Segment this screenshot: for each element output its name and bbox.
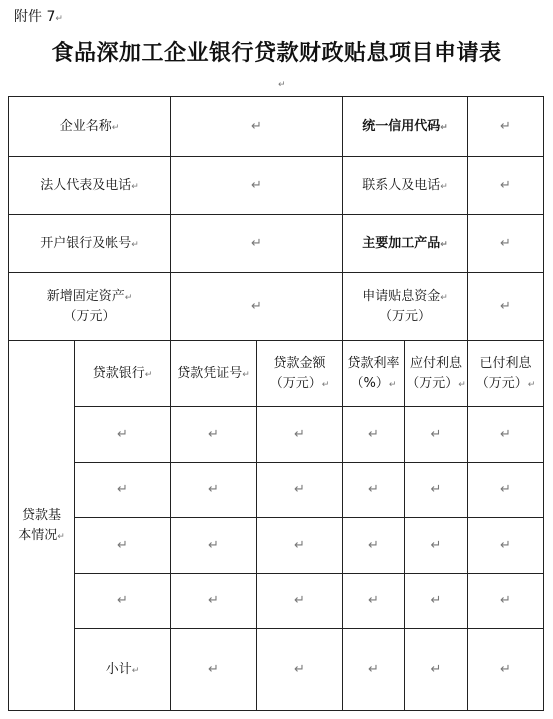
header-loan-amount: 贷款金额 （万元）↵	[257, 341, 343, 407]
loan-cell[interactable]: ↵	[75, 518, 171, 574]
subtotal-cell[interactable]: ↵	[343, 629, 405, 711]
company-name-label: 企业名称↵	[9, 97, 171, 157]
legal-rep-field[interactable]: ↵	[171, 157, 343, 215]
main-products-label: 主要加工产品↵	[343, 215, 468, 273]
loan-cell[interactable]: ↵	[468, 574, 544, 629]
loan-header-row	[9, 341, 544, 407]
loan-cell[interactable]: ↵	[468, 518, 544, 574]
loan-cell[interactable]: ↵	[75, 463, 171, 518]
fixed-assets-label: 新增固定资产↵ （万元）	[9, 273, 171, 341]
loan-cell[interactable]: ↵	[405, 518, 468, 574]
legal-rep-label: 法人代表及电话↵	[9, 157, 171, 215]
bank-account-field[interactable]: ↵	[171, 215, 343, 273]
loan-cell[interactable]: ↵	[405, 574, 468, 629]
subsidy-amount-label: 申请贴息资金↵ （万元）	[343, 273, 468, 341]
contact-label: 联系人及电话↵	[343, 157, 468, 215]
fixed-assets-row	[9, 273, 544, 341]
credit-code-field[interactable]: ↵	[468, 97, 544, 157]
credit-code-label: 统一信用代码↵	[343, 97, 468, 157]
subtotal-cell[interactable]: ↵	[405, 629, 468, 711]
application-form-table	[8, 96, 544, 711]
subtotal-cell[interactable]: ↵	[257, 629, 343, 711]
loan-row	[9, 574, 544, 629]
loan-cell[interactable]: ↵	[468, 407, 544, 463]
loan-cell[interactable]: ↵	[343, 407, 405, 463]
loan-cell[interactable]: ↵	[171, 518, 257, 574]
subsidy-amount-field[interactable]: ↵	[468, 273, 544, 341]
loan-cell[interactable]: ↵	[257, 463, 343, 518]
contact-field[interactable]: ↵	[468, 157, 544, 215]
main-products-field[interactable]: ↵	[468, 215, 544, 273]
header-interest-rate: 贷款利率 （%）↵	[343, 341, 405, 407]
company-name-row	[9, 97, 544, 157]
header-interest-payable: 应付利息 （万元）↵	[405, 341, 468, 407]
subtotal-label: 小计↵	[75, 629, 171, 711]
header-loan-bank: 贷款银行↵	[75, 341, 171, 407]
loan-cell[interactable]: ↵	[171, 574, 257, 629]
loan-cell[interactable]: ↵	[75, 407, 171, 463]
loan-info-side-label: 贷款基 本情况↵	[9, 341, 75, 711]
subtotal-cell[interactable]: ↵	[468, 629, 544, 711]
fixed-assets-field[interactable]: ↵	[171, 273, 343, 341]
loan-cell[interactable]: ↵	[343, 518, 405, 574]
loan-cell[interactable]: ↵	[343, 463, 405, 518]
loan-cell[interactable]: ↵	[171, 407, 257, 463]
loan-cell[interactable]: ↵	[405, 463, 468, 518]
legal-rep-row	[9, 157, 544, 215]
bank-account-row	[9, 215, 544, 273]
loan-cell[interactable]: ↵	[257, 407, 343, 463]
loan-cell[interactable]: ↵	[75, 574, 171, 629]
header-voucher-no: 贷款凭证号↵	[171, 341, 257, 407]
loan-cell[interactable]: ↵	[257, 574, 343, 629]
loan-row	[9, 518, 544, 574]
bank-account-label: 开户银行及帐号↵	[9, 215, 171, 273]
loan-cell[interactable]: ↵	[171, 463, 257, 518]
loan-cell[interactable]: ↵	[257, 518, 343, 574]
subtotal-row	[9, 629, 544, 711]
loan-cell[interactable]: ↵	[468, 463, 544, 518]
company-name-field[interactable]: ↵	[171, 97, 343, 157]
paragraph-mark: ↵	[278, 80, 286, 90]
loan-cell[interactable]: ↵	[405, 407, 468, 463]
header-interest-paid: 已付利息 （万元）↵	[468, 341, 544, 407]
annex-label: 附件 7↵	[14, 9, 63, 25]
subtotal-cell[interactable]: ↵	[171, 629, 257, 711]
loan-row	[9, 463, 544, 518]
form-title: 食品深加工企业银行贷款财政贴息项目申请表	[51, 41, 502, 66]
loan-cell[interactable]: ↵	[343, 574, 405, 629]
loan-row	[9, 407, 544, 463]
